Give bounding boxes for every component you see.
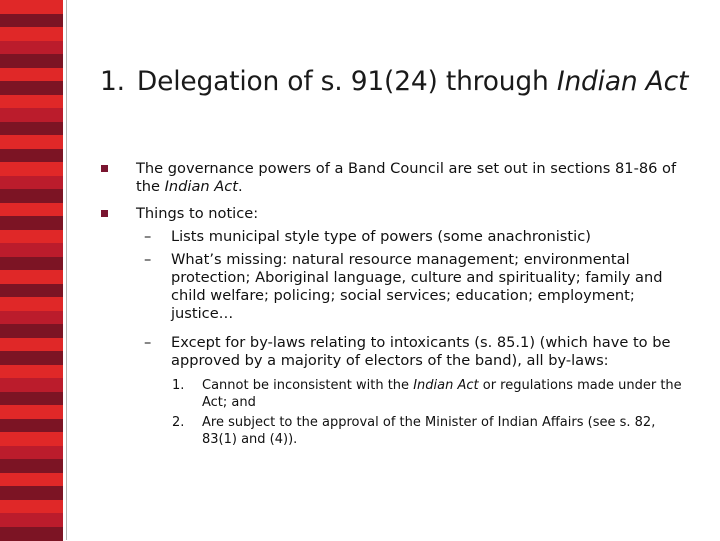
title-italic: Indian Act: [556, 66, 689, 97]
subitem-2-line-4: justice…: [171, 305, 234, 322]
number-marker: 2.: [172, 415, 185, 430]
bullet-icon: [101, 210, 108, 217]
bullet-1-line-2: the Indian Act.: [136, 178, 243, 195]
subitem-3-line-2: approved by a majority of electors of the band), all by-laws:: [171, 352, 609, 369]
subitem-3-line-1: Except for by-laws relating to intoxicants (s. 85.1) (which have to be: [171, 334, 671, 351]
number-marker: 1.: [172, 378, 185, 393]
dash-marker: –: [144, 334, 152, 351]
dash-marker: –: [144, 251, 152, 268]
subitem-1-line-1: Lists municipal style type of powers (some anachronistic): [171, 228, 591, 245]
title-number: 1.: [100, 66, 125, 97]
numbered-1-line-1: Cannot be inconsistent with the Indian Act or regulations made under the: [202, 378, 682, 393]
bullet-1-line-1: The governance powers of a Band Council are set out in sections 81-86 of: [136, 160, 677, 177]
subitem-2-line-3: child welfare; policing; social services; education; employment;: [171, 287, 635, 304]
numbered-1-line-2: Act; and: [202, 395, 256, 410]
dash-marker: –: [144, 228, 152, 245]
title-text: Delegation of s. 91(24) through: [136, 66, 557, 97]
subitem-2-line-2: protection; Aboriginal language, culture and spirituality; family and: [171, 269, 663, 286]
bullet-2-line-1: Things to notice:: [136, 205, 259, 222]
numbered-2-line-2: 83(1) and (4)).: [202, 432, 298, 447]
subitem-2-line-1: What’s missing: natural resource management; environmental: [171, 251, 630, 268]
bullet-icon: [101, 165, 108, 172]
numbered-2-line-1: Are subject to the approval of the Minister of Indian Affairs (see s. 82,: [202, 415, 656, 430]
